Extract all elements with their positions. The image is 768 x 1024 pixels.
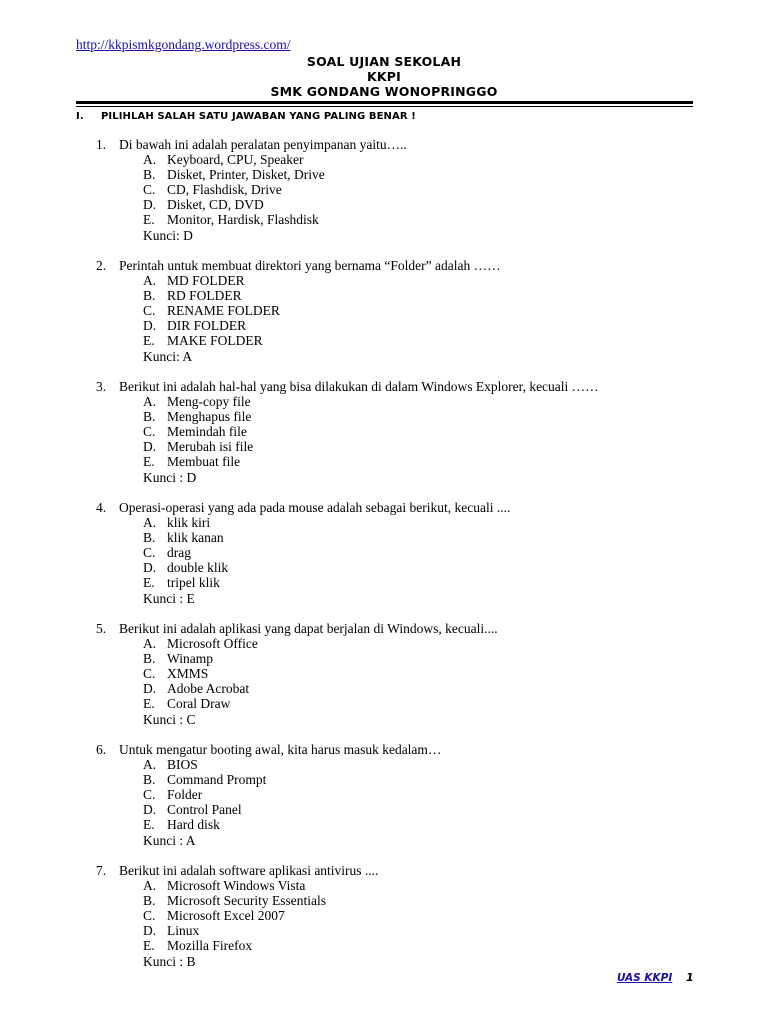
footer-label-link[interactable]: UAS KKPI <box>617 972 673 984</box>
option-text: RD FOLDER <box>167 288 242 304</box>
option-item <box>143 938 378 953</box>
header-url-link[interactable]: http://kkpismkgondang.wordpress.com/ <box>76 37 291 52</box>
option-item <box>143 772 441 787</box>
answer-key: Kunci : A <box>143 832 196 848</box>
page-number: 1 <box>686 971 694 984</box>
option-text: Winamp <box>167 651 213 667</box>
option-text: Merubah isi file <box>167 439 254 455</box>
title-line-2: KKPI <box>367 69 401 84</box>
option-item <box>143 802 441 817</box>
option-text: Mozilla Firefox <box>167 938 253 954</box>
header-rule-thick <box>76 101 693 104</box>
section-heading <box>76 111 416 122</box>
question-number: 5. <box>96 621 107 636</box>
option-text: Membuat file <box>167 454 241 470</box>
question-5 <box>96 621 498 727</box>
option-item <box>143 182 407 197</box>
option-letter: B. <box>143 409 156 425</box>
question-number: 6. <box>96 742 107 757</box>
answer-key: Kunci : D <box>143 469 197 485</box>
option-text: Memindah file <box>167 424 247 440</box>
option-list <box>96 878 378 953</box>
option-text: Disket, Printer, Disket, Drive <box>167 167 325 183</box>
option-item <box>143 636 498 651</box>
option-item <box>143 878 378 893</box>
option-text: Microsoft Windows Vista <box>167 878 306 894</box>
option-list <box>96 273 501 348</box>
option-text: klik kanan <box>167 530 224 546</box>
option-item <box>143 197 407 212</box>
option-letter: B. <box>143 651 156 667</box>
question-number: 4. <box>96 500 107 515</box>
option-text: Microsoft Security Essentials <box>167 893 326 909</box>
option-letter: A. <box>143 878 157 894</box>
option-letter: D. <box>143 197 157 213</box>
option-list <box>96 394 599 469</box>
option-item <box>143 545 510 560</box>
option-text: Command Prompt <box>167 772 267 788</box>
option-letter: A. <box>143 394 157 410</box>
question-number: 2. <box>96 258 107 273</box>
option-text: Folder <box>167 787 203 803</box>
question-4 <box>96 500 510 606</box>
option-item <box>143 787 441 802</box>
option-item <box>143 273 501 288</box>
option-item <box>143 681 498 696</box>
option-text: CD, Flashdisk, Drive <box>167 182 282 198</box>
question-1 <box>96 137 407 243</box>
option-text: DIR FOLDER <box>167 318 247 334</box>
option-list <box>96 515 510 590</box>
question-6 <box>96 742 441 848</box>
header-rule-thin <box>76 106 693 107</box>
question-2 <box>96 258 501 364</box>
option-text: Menghapus file <box>167 409 252 425</box>
option-text: Monitor, Hardisk, Flashdisk <box>167 212 319 228</box>
option-list <box>96 636 498 711</box>
option-letter: D. <box>143 560 157 576</box>
option-letter: D. <box>143 439 157 455</box>
question-number: 7. <box>96 863 107 878</box>
option-text: Adobe Acrobat <box>167 681 250 697</box>
option-letter: A. <box>143 636 157 652</box>
option-text: MAKE FOLDER <box>167 333 263 349</box>
title-line-3: SMK GONDANG WONOPRINGGO <box>270 84 498 99</box>
option-letter: D. <box>143 318 157 334</box>
option-text: klik kiri <box>167 515 211 531</box>
option-item <box>143 696 498 711</box>
option-letter: E. <box>143 938 155 954</box>
option-item <box>143 333 501 348</box>
option-letter: A. <box>143 152 157 168</box>
option-item <box>143 530 510 545</box>
option-item <box>143 908 378 923</box>
option-text: tripel klik <box>167 575 220 591</box>
option-text: Keyboard, CPU, Speaker <box>167 152 304 168</box>
option-letter: B. <box>143 167 156 183</box>
option-letter: B. <box>143 530 156 546</box>
option-list <box>96 757 441 832</box>
question-number: 1. <box>96 137 107 152</box>
option-item <box>143 757 441 772</box>
option-letter: C. <box>143 666 156 682</box>
option-letter: A. <box>143 757 157 773</box>
title-line-1: SOAL UJIAN SEKOLAH <box>306 54 462 69</box>
option-letter: B. <box>143 893 156 909</box>
option-item <box>143 212 407 227</box>
option-text: drag <box>167 545 191 561</box>
option-letter: A. <box>143 515 157 531</box>
option-letter: E. <box>143 575 155 591</box>
question-text: Operasi-operasi yang ada pada mouse adalah sebagai berikut, kecuali .... <box>119 500 511 515</box>
option-item <box>143 394 599 409</box>
option-list <box>96 152 407 227</box>
option-text: Disket, CD, DVD <box>167 197 264 213</box>
option-letter: D. <box>143 923 157 939</box>
option-item <box>143 439 599 454</box>
option-item <box>143 409 599 424</box>
answer-key: Kunci : B <box>143 953 196 969</box>
option-item <box>143 560 510 575</box>
option-item <box>143 152 407 167</box>
option-item <box>143 318 501 333</box>
option-item <box>143 575 510 590</box>
option-letter: D. <box>143 681 157 697</box>
option-text: Linux <box>167 923 200 939</box>
option-text: Microsoft Office <box>167 636 258 652</box>
option-item <box>143 424 599 439</box>
section-instruction: PILIHLAH SALAH SATU JAWABAN YANG PALING BENAR ! <box>101 111 416 122</box>
option-item <box>143 288 501 303</box>
option-text: double klik <box>167 560 229 576</box>
option-letter: D. <box>143 802 157 818</box>
question-number: 3. <box>96 379 107 394</box>
question-text: Berikut ini adalah software aplikasi antivirus .... <box>119 863 379 878</box>
option-letter: E. <box>143 817 155 833</box>
answer-key: Kunci: A <box>143 348 193 364</box>
question-text: Perintah untuk membuat direktori yang bernama “Folder” adalah …… <box>119 258 501 273</box>
option-text: Coral Draw <box>167 696 231 712</box>
option-text: MD FOLDER <box>167 273 245 289</box>
option-letter: B. <box>143 288 156 304</box>
option-text: Hard disk <box>167 817 220 833</box>
question-text: Di bawah ini adalah peralatan penyimpanan yaitu….. <box>119 137 407 152</box>
option-letter: C. <box>143 303 156 319</box>
option-item <box>143 893 378 908</box>
option-letter: E. <box>143 333 155 349</box>
option-letter: C. <box>143 424 156 440</box>
option-text: Control Panel <box>167 802 242 818</box>
option-item <box>143 515 510 530</box>
question-text: Berikut ini adalah hal-hal yang bisa dilakukan di dalam Windows Explorer, kecuali …… <box>119 379 599 394</box>
option-text: Microsoft Excel 2007 <box>167 908 285 924</box>
question-3 <box>96 379 599 485</box>
answer-key: Kunci: D <box>143 227 193 243</box>
option-text: RENAME FOLDER <box>167 303 280 319</box>
option-letter: E. <box>143 696 155 712</box>
answer-key: Kunci : C <box>143 711 196 727</box>
option-letter: C. <box>143 182 156 198</box>
option-text: Meng-copy file <box>167 394 251 410</box>
option-letter: A. <box>143 273 157 289</box>
option-item <box>143 651 498 666</box>
option-item <box>143 167 407 182</box>
option-item <box>143 454 599 469</box>
question-text: Untuk mengatur booting awal, kita harus masuk kedalam… <box>119 742 442 757</box>
option-letter: B. <box>143 772 156 788</box>
section-number: I. <box>76 111 84 122</box>
option-text: XMMS <box>167 666 209 682</box>
option-letter: C. <box>143 787 156 803</box>
option-item <box>143 817 441 832</box>
option-text: BIOS <box>167 757 198 773</box>
question-7 <box>96 863 378 969</box>
option-item <box>143 666 498 681</box>
option-letter: E. <box>143 454 155 470</box>
option-item <box>143 923 378 938</box>
option-letter: C. <box>143 545 156 561</box>
option-item <box>143 303 501 318</box>
option-letter: E. <box>143 212 155 228</box>
option-letter: C. <box>143 908 156 924</box>
answer-key: Kunci : E <box>143 590 195 606</box>
question-text: Berikut ini adalah aplikasi yang dapat berjalan di Windows, kecuali.... <box>119 621 498 636</box>
